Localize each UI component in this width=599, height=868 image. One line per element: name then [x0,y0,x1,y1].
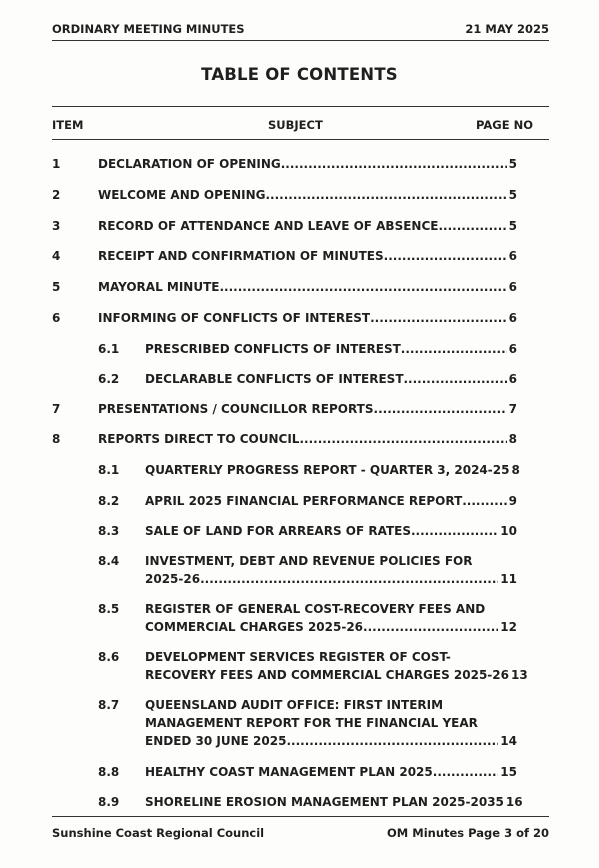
dot-leader [265,186,506,204]
column-header-bar [52,106,549,140]
dot-leader [370,309,507,327]
toc-entry-text: INFORMING OF CONFLICTS OF INTEREST [98,311,371,325]
toc-entry-subject [145,552,517,588]
toc-entry-number: 2 [52,188,61,202]
toc-entry-text: RECORD OF ATTENDANCE AND LEAVE OF ABSENCE [98,219,439,233]
toc-entry-subject [98,430,517,448]
toc-entry-page: 6 [508,372,517,386]
toc-entry-number: 4 [52,249,61,263]
toc-entry-page: 5 [508,219,517,233]
toc-entry-number: 1 [52,157,61,171]
dot-leader [384,247,507,265]
toc-entry-text: REPORTS DIRECT TO COUNCIL [98,432,300,446]
toc-entry-number: 3 [52,219,61,233]
toc-entry-subject [98,186,517,204]
toc-entry-page: 9 [508,494,517,508]
toc-entry-subject [145,522,517,540]
toc-entry-page: 10 [500,524,517,538]
dot-leader [404,370,507,388]
toc-entry-page: 15 [500,765,517,779]
toc-entry-text: RECOVERY FEES AND COMMERCIAL CHARGES 2025-26 [145,668,509,682]
dot-leader [433,763,499,781]
toc-entry-subject [98,278,517,296]
toc-entry-subject [145,340,517,358]
toc-entry-number: 6.2 [98,372,120,386]
dot-leader [411,522,498,540]
toc-entry-number: 6.1 [98,342,120,356]
toc-entry-text: WELCOME AND OPENING [98,188,266,202]
toc-entry-number: 8.9 [98,795,120,809]
toc-entry-text: HEALTHY COAST MANAGEMENT PLAN 2025 [145,765,433,779]
dot-leader [281,155,507,173]
toc-entry-text: ENDED 30 JUNE 2025 [145,734,287,748]
dot-leader [363,618,498,636]
toc-entry-subject [98,400,517,418]
header-date: 21 MAY 2025 [465,22,549,36]
toc-entry-page: 6 [508,280,517,294]
toc-entry-subject [145,492,517,510]
dot-leader [462,492,506,510]
footer-council-name: Sunshine Coast Regional Council [52,826,265,840]
toc-entry-page: 6 [508,311,517,325]
toc-entry-number: 8.7 [98,698,120,712]
toc-entry-subject [145,648,528,684]
toc-entry-subject [145,696,517,750]
toc-entry-subject [98,217,517,235]
toc-entry-text: RECEIPT AND CONFIRMATION OF MINUTES [98,249,384,263]
footer-page-number: OM Minutes Page 3 of 20 [387,826,549,840]
toc-entry-subject [98,247,517,265]
toc-entry-number: 8.2 [98,494,120,508]
column-item: ITEM [52,118,84,132]
toc-entry-text: MAYORAL MINUTE [98,280,220,294]
toc-entry-page: 8 [511,463,520,477]
toc-entry-number: 7 [52,402,61,416]
toc-entry-number: 8.4 [98,554,120,568]
toc-entry-number: 5 [52,280,61,294]
toc-entry-text: 2025-26 [145,572,201,586]
toc-entry-text: SALE OF LAND FOR ARREARS OF RATES [145,524,411,538]
toc-entry-text: PRESCRIBED CONFLICTS OF INTEREST [145,342,401,356]
toc-entry-subject [145,370,517,388]
toc-entry-page: 12 [500,620,517,634]
toc-entry-text: PRESENTATIONS / COUNCILLOR REPORTS [98,402,374,416]
toc-entry-page: 14 [500,734,517,748]
dot-leader [286,732,498,750]
toc-entry-text: DECLARABLE CONFLICTS OF INTEREST [145,372,404,386]
toc-entry-page: 5 [508,157,517,171]
toc-entry-page: 13 [510,668,528,682]
toc-entry-subject [145,600,517,636]
dot-leader [299,430,506,448]
toc-entry-number: 8.1 [98,463,120,477]
toc-entry-subject [145,461,520,479]
dot-leader [438,217,506,235]
header-meeting-title: ORDINARY MEETING MINUTES [52,22,245,36]
column-page-no: PAGE NO [476,118,533,132]
page-footer [52,816,549,847]
toc-entry-text: QUARTERLY PROGRESS REPORT - QUARTER 3, 2024-25 [145,463,510,477]
toc-entry-number: 8.3 [98,524,120,538]
toc-entry-number: 8.5 [98,602,120,616]
toc-entry-text: INVESTMENT, DEBT AND REVENUE POLICIES FOR [145,554,473,568]
toc-entry-subject [145,763,517,781]
toc-entry-page: 7 [508,402,517,416]
dot-leader [401,340,507,358]
toc-entry-text: APRIL 2025 FINANCIAL PERFORMANCE REPORT [145,494,463,508]
toc-entry-text: SHORELINE EROSION MANAGEMENT PLAN 2025-2035 [145,795,504,809]
toc-entry-number: 8.8 [98,765,120,779]
dot-leader [200,570,498,588]
toc-entry-page: 16 [505,795,523,809]
toc-entry-text: DECLARATION OF OPENING [98,157,281,171]
page-header [52,20,549,41]
column-subject: SUBJECT [268,118,323,132]
toc-entry-page: 6 [508,249,517,263]
page-title: TABLE OF CONTENTS [201,65,398,84]
toc-entry-number: 8.6 [98,650,120,664]
toc-entry-subject [145,793,523,811]
toc-entry-number: 6 [52,311,61,325]
toc-entry-text: QUEENSLAND AUDIT OFFICE: FIRST INTERIM [145,698,444,712]
toc-entry-text: DEVELOPMENT SERVICES REGISTER OF COST- [145,650,451,664]
dot-leader [374,400,507,418]
toc-entry-subject [98,155,517,173]
toc-entry-number: 8 [52,432,61,446]
toc-entry-text: COMMERCIAL CHARGES 2025-26 [145,620,364,634]
toc-entry-page: 5 [508,188,517,202]
toc-entry-page: 11 [500,572,517,586]
toc-entry-page: 6 [508,342,517,356]
toc-entry-text: MANAGEMENT REPORT FOR THE FINANCIAL YEAR [145,716,478,730]
toc-entry-page: 8 [508,432,517,446]
dot-leader [219,278,506,296]
toc-entry-subject [98,309,517,327]
toc-entry-text: REGISTER OF GENERAL COST-RECOVERY FEES AND [145,602,486,616]
